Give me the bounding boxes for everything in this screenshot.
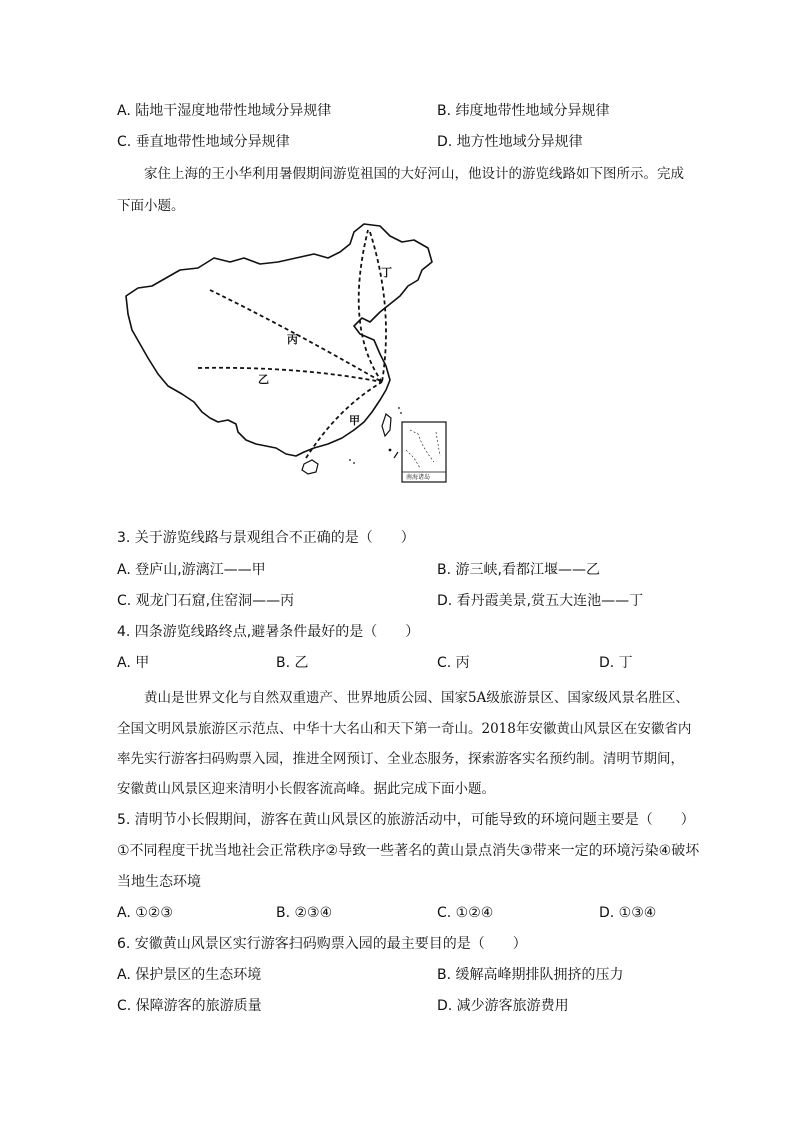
q5-option-b[interactable]: B. ②③④ [276, 905, 333, 921]
q4-option-b[interactable]: B. 乙 [276, 655, 309, 671]
q4-stem: 4. 四条游览线路终点,避暑条件最好的是（ ） [117, 624, 420, 640]
option-a[interactable]: A. 陆地干湿度地带性地域分异规律 [117, 103, 332, 119]
label-yi: 乙 [258, 373, 269, 386]
china-route-map [118, 218, 458, 486]
q5-statements-line-1: ①不同程度干扰当地社会正常秩序②导致一些著名的黄山景点消失③带来一定的环境污染④破坏 [117, 843, 700, 859]
q6-option-b[interactable]: B. 缓解高峰期排队拥挤的压力 [437, 967, 624, 983]
q5-option-d[interactable]: D. ①③④ [599, 905, 657, 921]
route-ding [359, 230, 382, 382]
q4-option-c[interactable]: C. 丙 [437, 655, 470, 671]
q6-option-d[interactable]: D. 减少游客旅游费用 [437, 998, 569, 1014]
q3-option-c[interactable]: C. 观龙门石窟,住窑洞——丙 [117, 593, 295, 609]
passage-1-line-2: 下面小题。 [117, 198, 185, 214]
q4-option-a[interactable]: A. 甲 [117, 655, 150, 671]
q3-option-a[interactable]: A. 登庐山,游漓江——甲 [117, 562, 266, 578]
label-ding: 丁 [381, 266, 392, 279]
q4-option-d[interactable]: D. 丁 [599, 655, 633, 671]
label-bing: 丙 [287, 333, 298, 346]
q5-option-a[interactable]: A. ①②③ [117, 905, 173, 921]
q3-option-b[interactable]: B. 游三峡,看都江堰——乙 [437, 562, 600, 578]
q6-option-c[interactable]: C. 保障游客的旅游质量 [117, 998, 262, 1014]
q3-stem: 3. 关于游览线路与景观组合不正确的是（ ） [117, 530, 415, 546]
china-outline [126, 224, 432, 456]
label-jia: 甲 [349, 414, 360, 427]
inset-label: 南海诸岛 [406, 474, 431, 481]
passage-2-line-3: 率先实行游客扫码购票入园，推进全网预订、全业态服务，探索游客实名预约制。清明节期间， [117, 751, 684, 767]
q6-option-a[interactable]: A. 保护景区的生态环境 [117, 967, 262, 983]
option-c[interactable]: C. 垂直地带性地域分异规律 [117, 134, 290, 150]
passage-1-line-1: 家住上海的王小华利用暑假期间游览祖国的大好河山，他设计的游览线路如下图所示。完成 [144, 166, 684, 182]
q5-statements-line-2: 当地生态环境 [117, 874, 201, 890]
taiwan-island [382, 414, 391, 436]
hainan-island [302, 460, 318, 474]
q6-stem: 6. 安徽黄山风景区实行游客扫码购票入园的最主要目的是（ ） [117, 936, 527, 952]
q3-option-d[interactable]: D. 看丹霞美景,赏五大连池——丁 [437, 593, 644, 609]
q5-option-c[interactable]: C. ①②④ [437, 905, 494, 921]
passage-2-line-2: 全国文明风景旅游区示范点、中华十大名山和天下第一奇山。2018年安徽黄山风景区在安徽省内 [117, 721, 692, 737]
q5-stem: 5. 清明节小长假期间，游客在黄山风景区的旅游活动中，可能导致的环境问题主要是（ ） [117, 812, 695, 828]
option-b[interactable]: B. 纬度地带性地域分异规律 [437, 103, 610, 119]
passage-2-line-4: 安徽黄山风景区迎来清明小长假客流高峰。据此完成下面小题。 [117, 781, 495, 797]
route-yi [198, 368, 382, 382]
passage-2-line-1: 黄山是世界文化与自然双重遗产、世界地质公园、国家5A级旅游景区、国家级风景名胜区、 [144, 690, 689, 706]
option-d[interactable]: D. 地方性地域分异规律 [437, 134, 583, 150]
